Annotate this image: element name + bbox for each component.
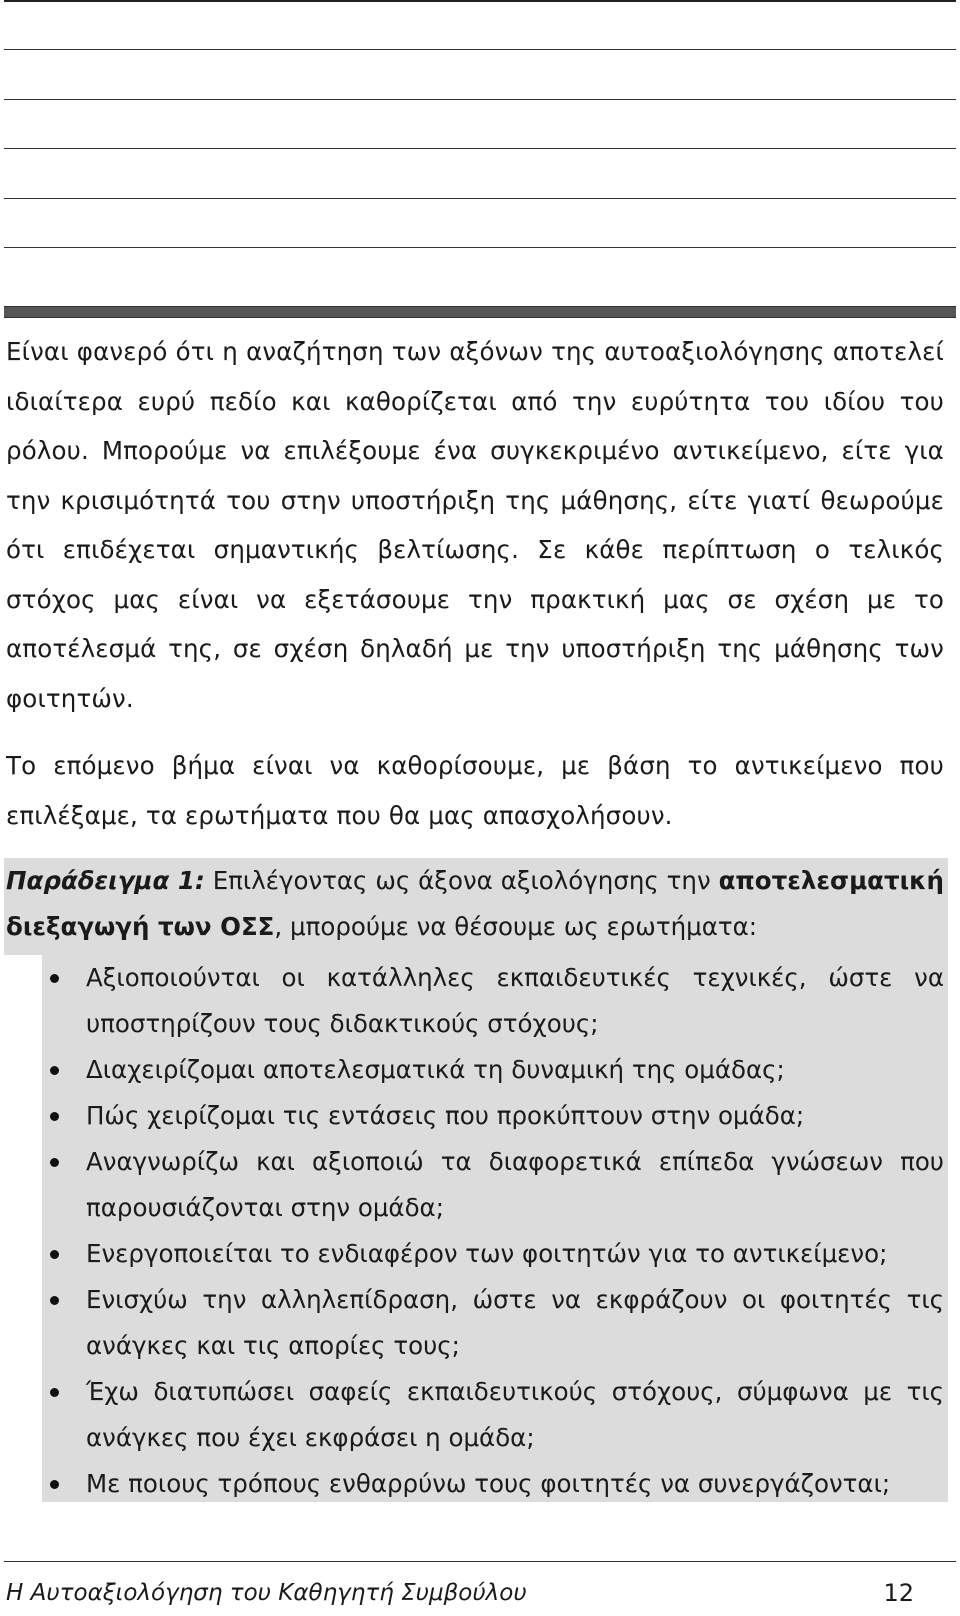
page-number: 12 [883, 1579, 914, 1607]
question-text: Με ποιους τρόπους ενθαρρύνω τους φοιτητές να συνεργάζονται; [86, 1469, 891, 1498]
question-text: Ενισχύω την αλληλεπίδραση, ώστε να εκφράζουν οι φοιτητές τις ανάγκες και τις απορίες τους; [86, 1285, 944, 1360]
bullet-icon [50, 1158, 59, 1167]
page-top-border [4, 0, 956, 2]
footer-divider [4, 1561, 956, 1562]
list-item [42, 1277, 944, 1369]
section-divider [4, 306, 956, 318]
bullet-icon [50, 1250, 59, 1259]
question-text: Πώς χειρίζομαι τις εντάσεις που προκύπτουν στην ομάδα; [86, 1101, 805, 1130]
blank-ruled-line [4, 99, 956, 100]
blank-ruled-line [4, 198, 956, 199]
list-item [42, 1047, 944, 1093]
question-text: Διαχειρίζομαι αποτελεσματικά τη δυναμική της ομάδας; [86, 1055, 785, 1084]
body-paragraph: Είναι φανερό ότι η αναζήτηση των αξόνων της αυτοαξιολόγησης αποτελεί ιδιαίτερα ευρύ πεδίο και καθορίζεται από την ευρύτητα του ιδίου του ρόλου. Μπορούμε να επιλέξουμε ένα συγκεκριμένο αντικείμενο, είτε για την κρισιμότητά του στην υποστήριξη της μάθησης, είτε γιατί θεωρούμε ότι επιδέχεται σημαντικής βελτίωσης. Σε κάθε περίπτωση ο τελικός στόχος μας είναι να εξετάσουμε την πρακτική μας σε σχέση με το αποτέλεσμά της, σε σχέση δηλαδή με την υποστήριξη της μάθησης των φοιτητών. [6, 337, 944, 713]
example-intro [6, 858, 944, 950]
question-text: Αναγνωρίζω και αξιοποιώ τα διαφορετικά επίπεδα γνώσεων που παρουσιάζονται στην ομάδα; [86, 1147, 944, 1222]
list-item [42, 1369, 944, 1461]
blank-ruled-line [4, 247, 956, 248]
bullet-icon [50, 1296, 59, 1305]
bullet-icon [50, 974, 59, 983]
bullet-icon [50, 1066, 59, 1075]
bullet-icon [50, 1112, 59, 1121]
question-text: Αξιοποιούνται οι κατάλληλες εκπαιδευτικές τεχνικές, ώστε να υποστηρίζουν τους διδακτικούς στόχους; [86, 963, 944, 1038]
footer-title: Η Αυτοαξιολόγηση του Καθηγητή Συμβούλου [6, 1580, 527, 1606]
list-item [42, 1231, 944, 1277]
questions-list [42, 955, 944, 1507]
bullet-icon [50, 1480, 59, 1489]
question-text: Έχω διατυπώσει σαφείς εκπαιδευτικούς στόχους, σύμφωνα με τις ανάγκες που έχει εκφράσει η ομάδα; [86, 1377, 944, 1452]
body-paragraph: Το επόμενο βήμα είναι να καθορίσουμε, με βάση το αντικείμενο που επιλέξαμε, τα ερωτήματα που θα μας απασχολήσουν. [6, 751, 944, 830]
example-text: Επιλέγοντας ως άξονα αξιολόγησης την [204, 866, 719, 895]
blank-ruled-line [4, 49, 956, 50]
example-text: , μπορούμε να θέσουμε ως ερωτήματα: [274, 912, 757, 941]
blank-ruled-line [4, 148, 956, 149]
list-item [42, 955, 944, 1047]
question-text: Ενεργοποιείται το ενδιαφέρον των φοιτητών για το αντικείμενο; [86, 1239, 888, 1268]
list-item [42, 1139, 944, 1231]
example-label: Παράδειγμα 1: [6, 866, 205, 895]
list-item [42, 1093, 944, 1139]
example-axis: αποτελεσματική διεξαγωγή των ΟΣΣ [6, 866, 944, 941]
bullet-icon [50, 1388, 59, 1397]
list-item [42, 1461, 944, 1507]
